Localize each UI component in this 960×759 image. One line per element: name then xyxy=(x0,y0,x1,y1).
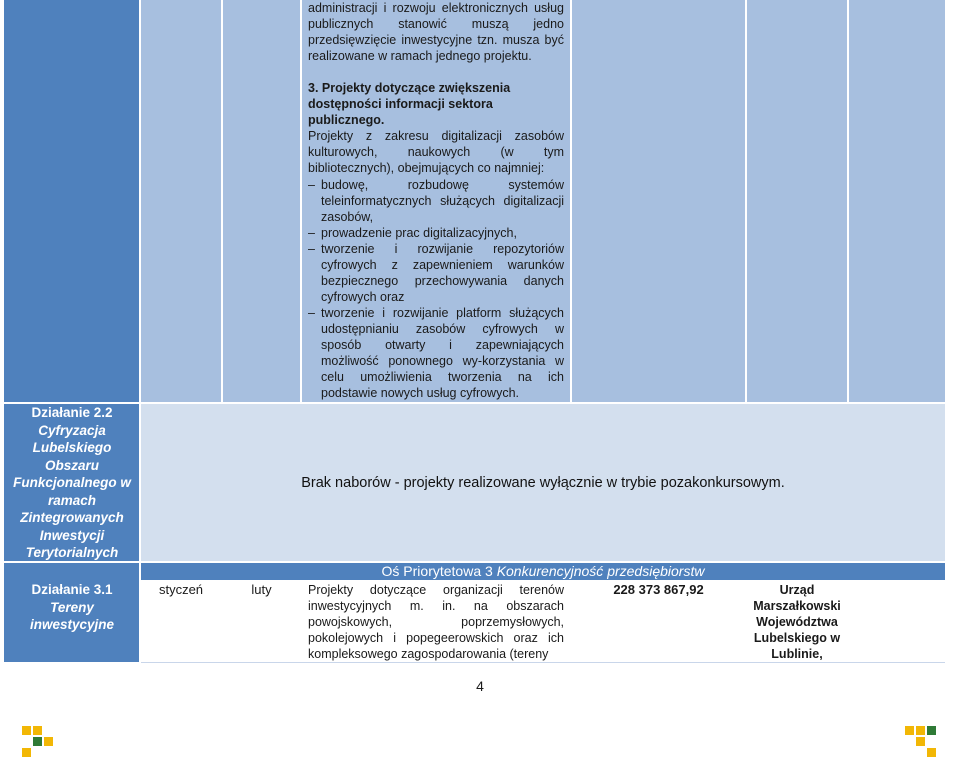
footer-square-yellow-4 xyxy=(22,748,31,757)
footer-square-green-1 xyxy=(33,737,42,746)
action-2-2-label xyxy=(12,404,132,562)
footer-square-yellow-8 xyxy=(927,748,936,757)
amount-cell-top xyxy=(572,0,745,402)
footer-square-yellow-1 xyxy=(22,726,31,735)
month-end-cell xyxy=(223,582,300,662)
footer-square-yellow-5 xyxy=(905,726,914,735)
project-types-intro: administracji i rozwoju elektronicznych usług publicznych stanowić muszą jedno przedsięwzięcie inwestycyjne tzn. musza być realizowane w ramach jednego projektu. xyxy=(308,1,564,63)
action-3-1-number: Działanie 3.1 xyxy=(31,582,113,597)
action-2-2-message-cell xyxy=(141,404,945,561)
action-3-1-amount: 228 373 867,92 xyxy=(613,582,704,597)
priority-axis-name: Konkurencyjność przedsiębiorstw xyxy=(496,563,705,579)
footer-square-green-2 xyxy=(927,726,936,735)
footer-squares-left xyxy=(22,726,53,757)
page-number: 4 xyxy=(476,678,484,694)
amount-cell xyxy=(572,582,745,662)
footer-square-yellow-7 xyxy=(916,737,925,746)
footer-square-yellow-2 xyxy=(33,726,42,735)
month-end: luty xyxy=(251,582,272,597)
action-2-2-name: Cyfryzacja Lubelskiego Obszaru Funkcjonalnego w ramach Zintegrowanych Inwestycji Terytorialnych xyxy=(13,422,131,560)
footer-square-yellow-3 xyxy=(44,737,53,746)
extra-cell-top xyxy=(849,0,945,402)
footer-square-yellow-6 xyxy=(916,726,925,735)
list-item: – prowadzenie prac digitalizacyjnych, xyxy=(308,225,564,241)
project-types-cell xyxy=(302,0,570,402)
footer-logo-decoration xyxy=(0,700,960,759)
action-3-1-label-cell xyxy=(4,563,139,662)
list-item: – budowę, rozbudowę systemów teleinformatycznych służących digitalizacji zasobów, xyxy=(308,177,564,225)
month-end-cell-top xyxy=(223,0,300,402)
month-start-cell-top xyxy=(141,0,221,402)
list-item: – tworzenie i rozwijanie platform służących udostępnianiu zasobów cyfrowych w sposób otwarty i zapewniających możliwość ponownego wy-korzystania w celu umożliwienia tworzenia na ich podstawie nowych usług cyfrowych. xyxy=(308,305,564,401)
footer-squares-right xyxy=(905,726,936,757)
priority-axis-row xyxy=(141,563,945,580)
project-types-paragraph: Projekty z zakresu digitalizacji zasobów kulturowych, naukowych (w tym bibliotecznych), obejmujących co najmniej: xyxy=(308,129,564,175)
action-2-2-number: Działanie 2.2 xyxy=(31,405,113,420)
project-types-list xyxy=(308,177,564,401)
action-2-2-label-cell xyxy=(4,404,139,561)
description-cell xyxy=(302,582,570,662)
month-start: styczeń xyxy=(158,582,204,597)
list-item: – tworzenie i rozwijanie repozytoriów cyfrowych z zapewnieniem warunków bezpiecznego przechowywania danych cyfrowych oraz xyxy=(308,241,564,305)
left-column-top-cell xyxy=(4,0,139,402)
extra-cell xyxy=(849,582,945,662)
project-types-heading-3: 3. Projekty dotyczące zwiększenia dostępności informacji sektora publicznego. xyxy=(308,81,511,127)
table-bottom-rule xyxy=(141,662,945,663)
priority-axis-prefix: Oś Priorytetowa 3 xyxy=(381,563,497,579)
institution-cell xyxy=(747,582,847,662)
action-3-1-label xyxy=(8,581,136,634)
institution-cell-top xyxy=(747,0,847,402)
action-3-1-name: Tereny inwestycyjne xyxy=(29,599,115,632)
month-start-cell xyxy=(141,582,221,662)
action-3-1-institution: Urząd Marszałkowski Województwa Lubelskiego w Lublinie, xyxy=(753,583,841,661)
priority-axis-title xyxy=(141,563,945,580)
action-2-2-message: Brak naborów - projekty realizowane wyłącznie w trybie pozakonkursowym. xyxy=(301,475,785,491)
action-3-1-description: Projekty dotyczące organizacji terenów inwestycyjnych m. in. na obszarach powojskowych, poprzemysłowych, pokolejowych i popegeerowskich oraz ich kompleksowego zagospodarowania (tereny xyxy=(308,583,564,661)
